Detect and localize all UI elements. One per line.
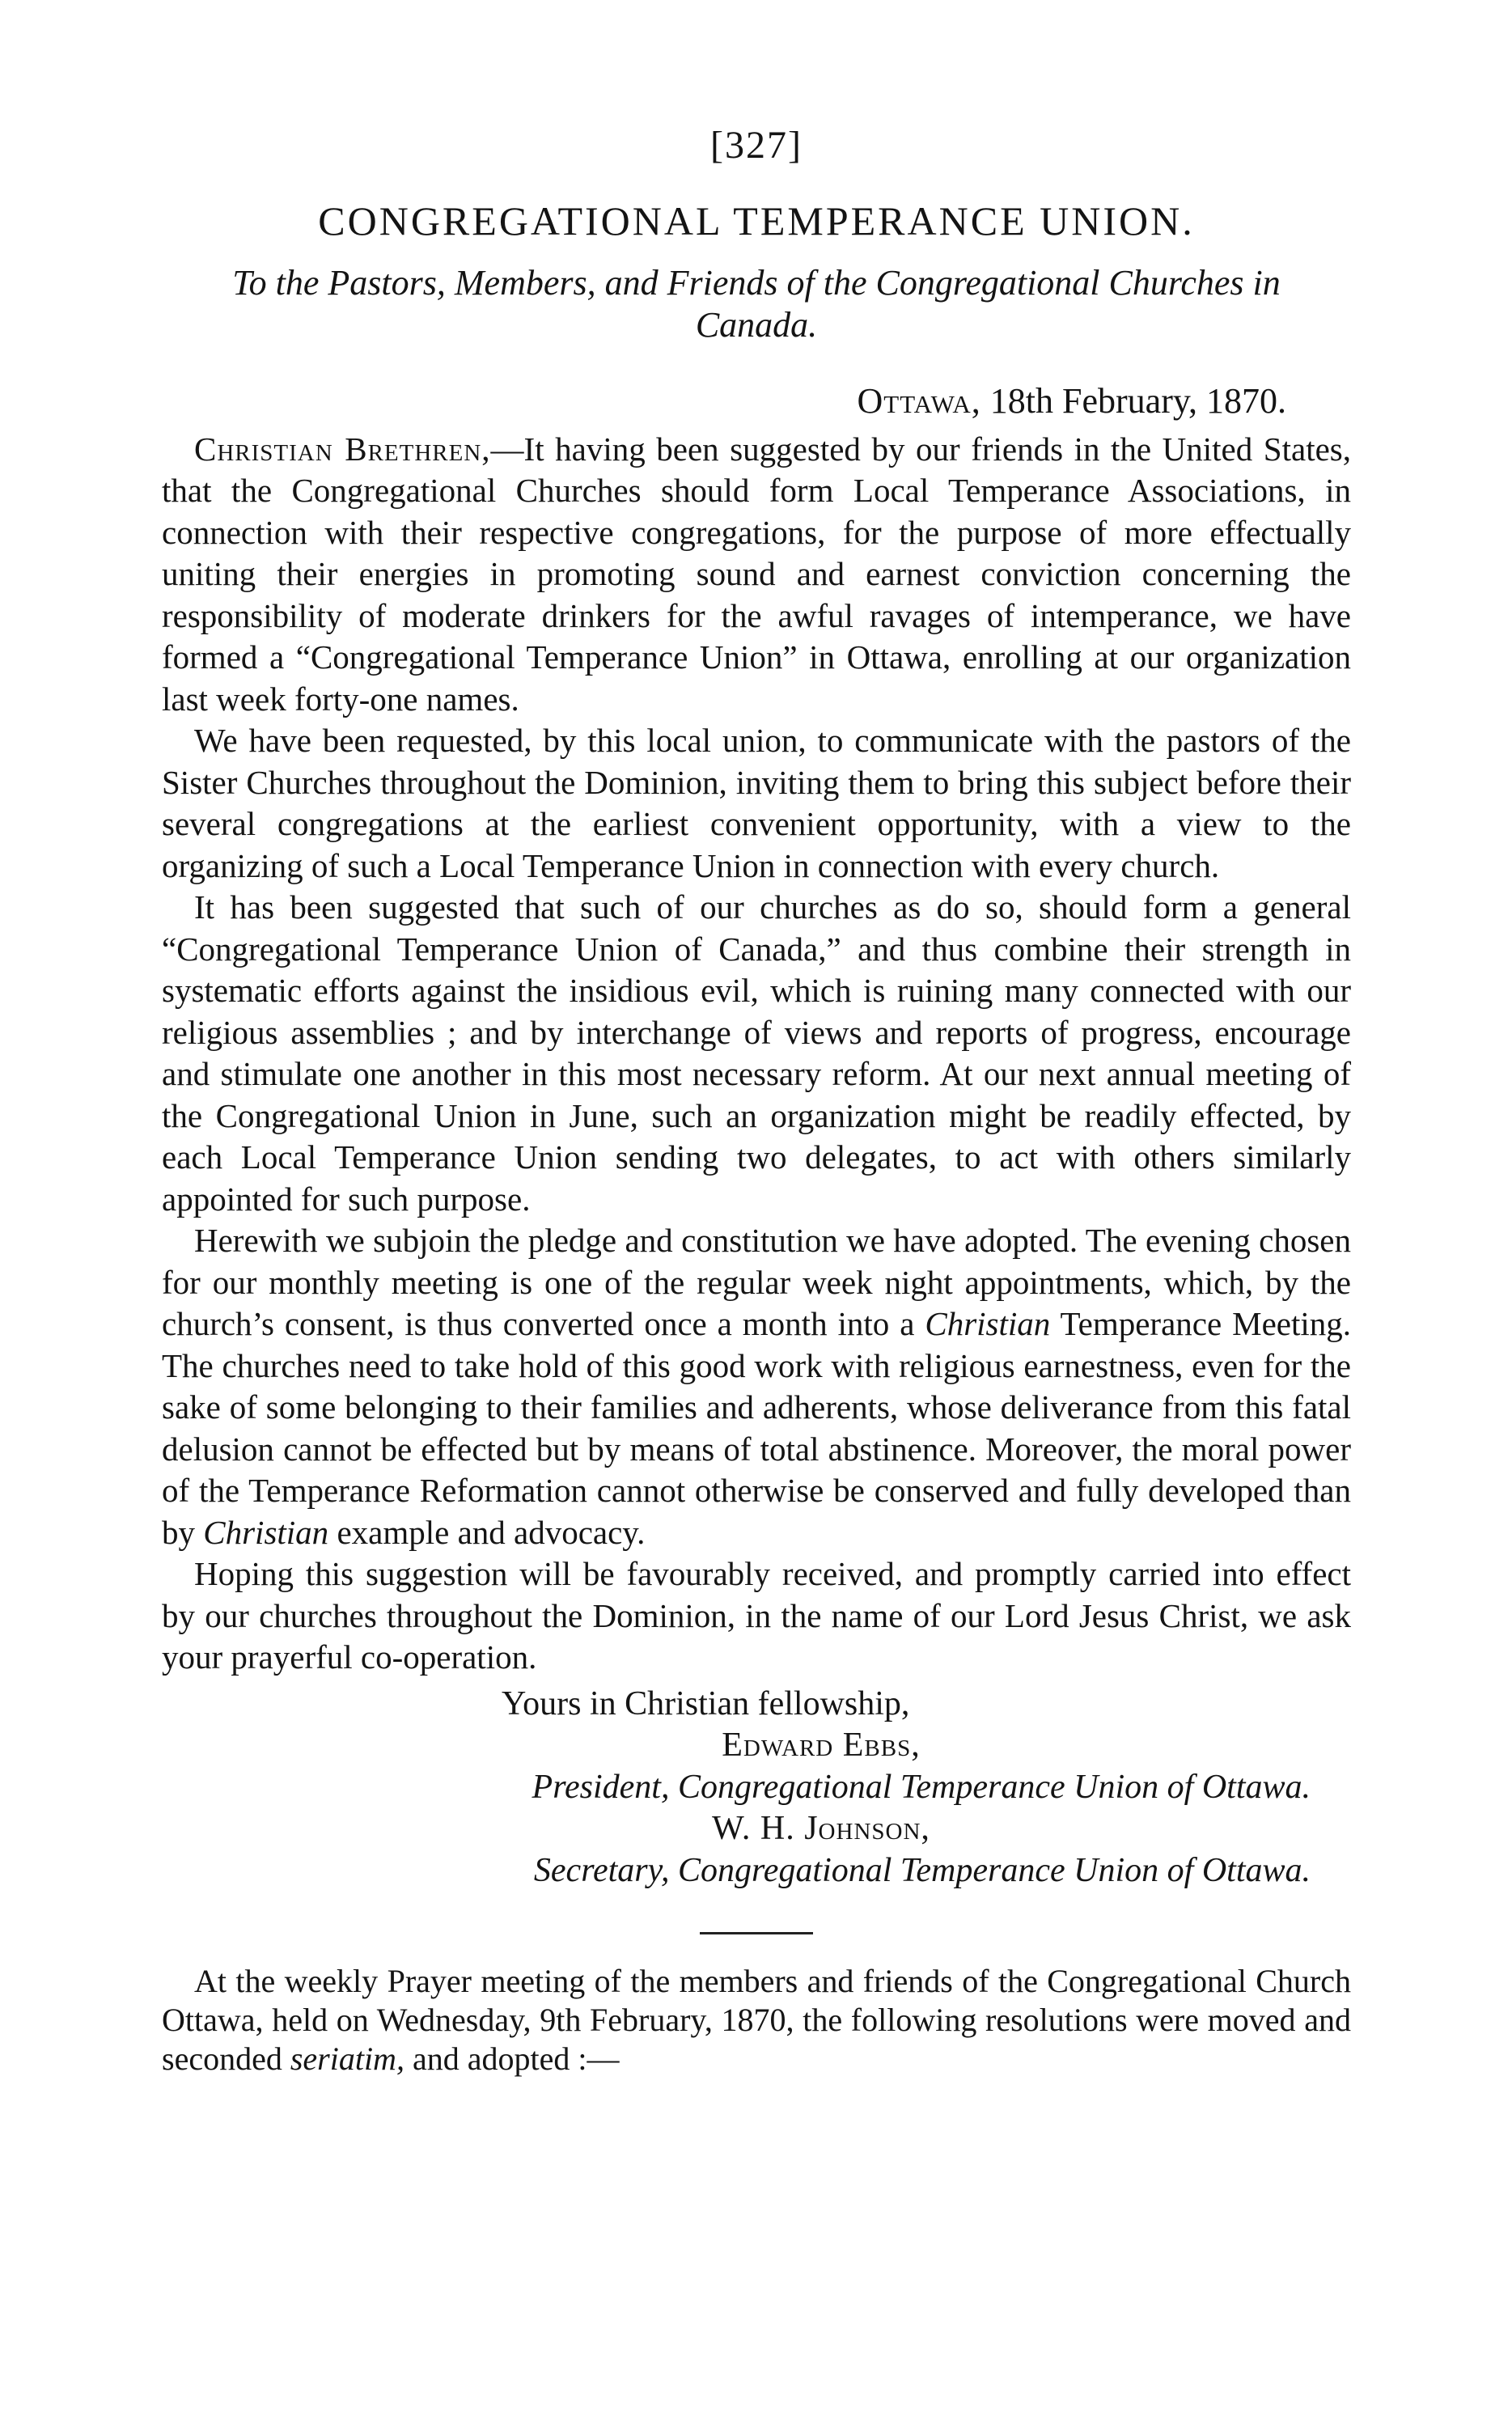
footer-text-a: At the weekly Prayer meeting of the members and friends of the Congregational Church Ottawa, held on Wednesday, 9th February, 1870, the following resolutions were moved and seconded	[162, 1963, 1351, 2077]
paragraph-1	[162, 429, 1351, 721]
section-divider	[700, 1932, 813, 1934]
emphasis-christian-2: Christian	[203, 1513, 329, 1551]
salutation: Christian Brethren,	[194, 430, 491, 468]
dateline-date: 18th February, 1870.	[989, 381, 1286, 421]
footer-paragraph	[162, 1962, 1351, 2078]
page-number: [327]	[710, 124, 803, 167]
paragraph-3: It has been suggested that such of our churches as do so, should form a general “Congregational Temperance Union of Canada,” and thus combine their strength in systematic efforts against the insidious evil, which is ruining many connected with our religious assemblies ; and by interchange of views and reports of progress, encourage and stimulate one another in this most necessary reform. At our next annual meeting of the Congregational Union in June, such an organization might be readily effected, by each Local Temperance Union sending two delegates, to act with others similarly appointed for such purpose.	[162, 888, 1351, 1218]
document-page	[162, 89, 1351, 2078]
signatory-name-1: Edward Ebbs,	[722, 1727, 921, 1764]
paragraph-4-text-c: example and advocacy.	[337, 1513, 646, 1551]
paragraph-1-text: —It having been suggested by our friends in the United States, that the Congregational Churches should form Local Temperance Associations, in connection with their respective congregations, for the purpose of more effectually uniting their energies in promoting sound and earnest conviction concerning the responsibility of moderate drinkers for the awful ravages of intemperance, we have formed a “Congregational Temperance Union” in Ottawa, enrolling at our organization last week forty-one names.	[162, 430, 1351, 718]
emphasis-christian: Christian	[925, 1305, 1051, 1342]
dateline-place: Ottawa,	[857, 381, 981, 421]
dateline	[162, 380, 1351, 422]
emphasis-seriatim: seriatim,	[290, 2040, 404, 2077]
paragraph-2: We have been requested, by this local union, to communicate with the pastors of the Sister Churches throughout the Dominion, inviting them to bring this subject before their several congregations at the earliest convenient opportunity, with a view to the organizing of such a Local Temperance Union in connection with every church.	[162, 722, 1351, 884]
address-line: To the Pastors, Members, and Friends of the Congregational Churches in Canada.	[232, 263, 1281, 345]
signatory-title-2: Secretary, Congregational Temperance Union of Ottawa.	[533, 1851, 1311, 1889]
signatory-name-2: W. H. Johnson,	[712, 1810, 930, 1847]
footer-text-b: and adopted :—	[412, 2040, 620, 2077]
paragraph-4-text-a: Herewith we subjoin the pledge and constitution we have adopted. The evening chosen for our monthly meeting is one of the regular week night appointments, which, by the church’s consent, is thus converted once a month into a	[162, 1222, 1351, 1342]
signatory-title-1: President, Congregational Temperance Union of Ottawa.	[532, 1768, 1311, 1806]
closing: Yours in Christian fellowship,	[502, 1684, 910, 1722]
paragraph-4-text-b: Temperance Meeting. The churches need to take hold of this good work with religious earnestness, even for the sake of some belonging to their families and adherents, whose deliverance from this fatal delusion cannot be effected but by means of total abstinence. Moreover, the moral power of the Temperance Reformation cannot otherwise be conserved and fully developed than by	[162, 1305, 1351, 1551]
page-title: CONGREGATIONAL TEMPERANCE UNION.	[318, 198, 1195, 244]
paragraph-4	[162, 1220, 1351, 1553]
paragraph-5: Hoping this suggestion will be favourably received, and promptly carried into effect by our churches throughout the Dominion, in the name of our Lord Jesus Christ, we ask your prayerful co-operation.	[162, 1555, 1351, 1676]
